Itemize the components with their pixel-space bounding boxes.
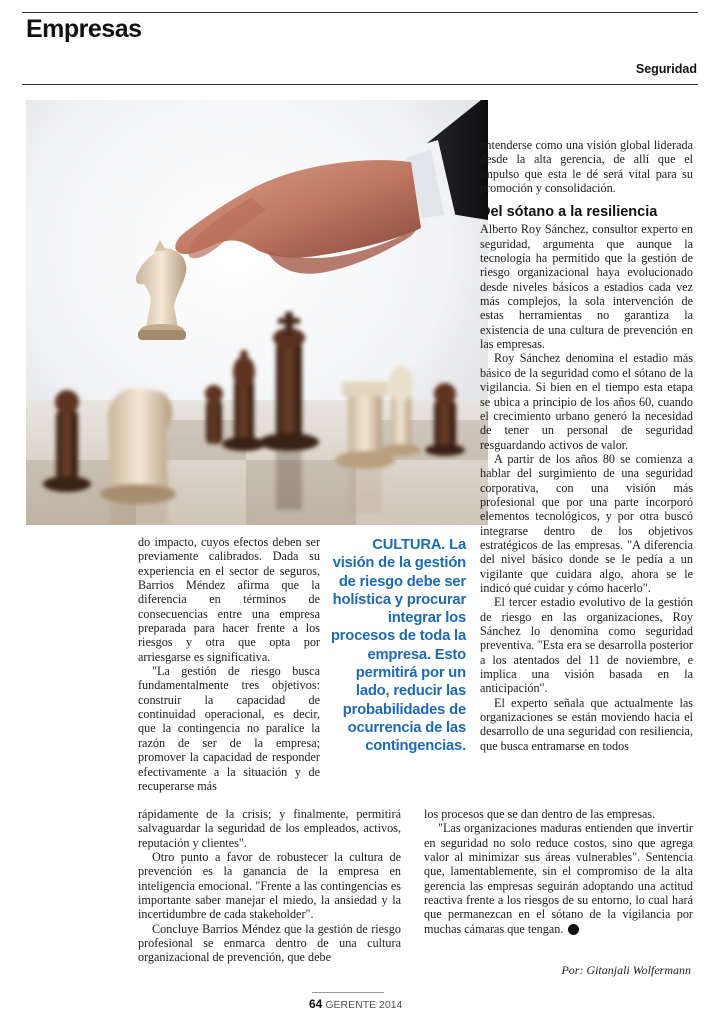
paragraph: El tercer estadio evolutivo de la gestión de riesgo en las organizaciones, Roy Sánchez lo denomina como seguridad preventiva. "Esta era se desarrolla posterior a los atentados del 11 de noviembre, e implica una visión basada en la anticipación".	[480, 595, 693, 696]
footer-rule	[312, 992, 384, 993]
article-column-bottom-right	[424, 807, 693, 936]
section-title: Empresas	[26, 15, 142, 43]
article-column-right-top	[480, 138, 693, 753]
publication-name: GERENTE 2014	[325, 999, 403, 1011]
paragraph: A partir de los años 80 se comienza a hablar del surgimiento de una seguridad corporativa, con una visión más profesional que por una parte incorporó elementos tecnológicos, y por otra buscó integrarse dentro de los objetivos estratégicos de las empresas. "A diferencia del nivel básico donde se le pedía a un vigilante que cuidara algo, ahora se le indicó qué cuidar y cómo hacerlo".	[480, 451, 693, 595]
article-column-bottom-left	[138, 807, 401, 965]
page-number: 64	[309, 997, 323, 1011]
paragraph: Alberto Roy Sánchez, consultor experto en seguridad, argumenta que aunque la tecnología ha permitido que la gestión de riesgo organizacional haya evolucionado desde niveles básicos a estadios cada vez más complejos, la sola intervención de estas herramientas no garantiza la existencia de una cultura de prevención en las empresas.	[480, 222, 693, 352]
paragraph: Roy Sánchez denomina el estadio más básico de la seguridad como el sótano de la vigilancia. Si bien en el tiempo esta etapa se ubica a principio de los años 60, cuando el crecimiento urbano generó la necesidad de tener un personal de seguridad resguardando activos de valor.	[480, 351, 693, 452]
paragraph: rápidamente de la crisis; y finalmente, permitirá salvaguardar la seguridad de los empleados, activos, reputación y clientes".	[138, 807, 401, 850]
subheading: Del sótano a la resiliencia	[480, 204, 658, 221]
paragraph: los procesos que se dan dentro de las empresas.	[424, 807, 656, 821]
paragraph	[424, 821, 693, 936]
paragraph: El experto señala que actualmente las organizaciones se están moviendo hacia el desarrollo de una seguridad con resiliencia, que busca entramarse en todos	[480, 695, 693, 753]
header-rule	[22, 84, 698, 85]
paragraph: Concluye Barrios Méndez que la gestión de riesgo profesional se enmarca dentro de una cultura organizacional de prevención, que debe	[138, 921, 401, 965]
page-folio	[309, 997, 402, 1011]
end-mark-icon: G	[568, 924, 579, 935]
paragraph: entenderse como una visión global liderada desde la alta gerencia, de allí que el impulso que esta le dé será vital para su promoción y consolidación.	[480, 138, 693, 196]
paragraph-text: "Las organizaciones maduras entienden que invertir en seguridad no solo reduce costos, sino que agrega valor al minimizar sus áreas vulnerables". Sentencia que, lamentablemente, sin el compromiso de la alta gerencia las empresas seguirán adoptando una actitud reactiva frente a los riesgos de su entorno, lo cual hará que permanezcan en el sótano de la vigilancia por muchas cámaras que tengan.	[424, 821, 693, 936]
paragraph: "La gestión de riesgo busca fundamentalmente tres objetivos: construir la capacidad de continuidad operacional, es decir, que la contingencia no paralice la razón de ser de la empresa; promover la capacidad de responder efectivamente a la situación y de recuperarse más	[138, 664, 320, 793]
author-byline: Por: Gitanjali Wolfermann	[561, 963, 691, 977]
pull-quote: CULTURA. La visión de la gestión de riesgo debe ser holística y procurar integrar los procesos de toda la empresa. Esto permitirá por un lado, reducir las probabilidades de ocurrencia de las contingencias.	[330, 537, 466, 755]
chess-hand-photo	[26, 100, 488, 525]
paragraph: do impacto, cuyos efectos deben ser previamente calibrados. Dada su experiencia en el sector de seguros, Barrios Méndez afirma que la diferencia en términos de consecuencias entre una empresa preparada para hacer frente a los riesgos y otra que opta por arriesgarse es significativa.	[138, 535, 320, 664]
article-column-left	[138, 535, 320, 793]
section-tag: Seguridad	[635, 62, 697, 76]
paragraph: Otro punto a favor de robustecer la cultura de prevención es la ganancia de la empresa en inteligencia emocional. "Frente a las contingencias es importante saber manejar el miedo, la ansiedad y la incertidumbre de cada stakeholder".	[138, 850, 401, 922]
top-rule	[22, 12, 698, 13]
